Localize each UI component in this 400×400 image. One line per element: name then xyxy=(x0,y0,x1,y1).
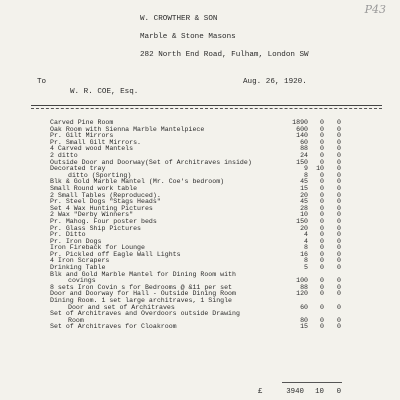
item-shillings: 0 xyxy=(320,290,324,298)
item-description: Blk and Gold Marble Mantel for Dining Room with xyxy=(50,270,236,278)
item-shillings: 0 xyxy=(320,125,324,133)
item-pence: 0 xyxy=(337,151,341,159)
total-rule xyxy=(282,382,342,383)
item-pounds: 88 xyxy=(300,283,308,291)
item-pence: 0 xyxy=(337,250,341,258)
firm-name: W. CROWTHER & SON xyxy=(140,15,218,23)
item-shillings: 10 xyxy=(316,165,324,173)
item-pence: 0 xyxy=(337,191,341,199)
item-shillings: 0 xyxy=(320,303,324,311)
item-description: Door and Doorway for Hall - Outside Dining Room xyxy=(50,290,236,298)
item-pence: 0 xyxy=(337,303,341,311)
item-description: Oak Room with Sienna Marble Mantelpiece xyxy=(50,125,205,133)
item-shillings: 0 xyxy=(320,204,324,212)
item-pounds: 600 xyxy=(296,125,308,133)
line-items xyxy=(0,120,400,331)
item-shillings: 0 xyxy=(320,198,324,206)
item-pence: 0 xyxy=(337,132,341,140)
item-pence: 0 xyxy=(337,165,341,173)
item-description: 4 Iron Scrapers xyxy=(50,257,110,265)
pencil-annotation: P43 xyxy=(364,3,386,16)
item-shillings: 0 xyxy=(320,151,324,159)
item-pence: 0 xyxy=(337,217,341,225)
item-pounds: 8 xyxy=(304,257,308,265)
item-description: Room xyxy=(68,316,84,324)
item-pounds: 15 xyxy=(300,323,308,331)
item-pounds: 20 xyxy=(300,224,308,232)
item-pounds: 120 xyxy=(296,290,308,298)
item-pounds: 8 xyxy=(304,244,308,252)
item-shillings: 0 xyxy=(320,231,324,239)
item-pounds: 80 xyxy=(300,316,308,324)
item-description: Pr. Small Gilt Mirrors. xyxy=(50,138,142,146)
item-pounds: 150 xyxy=(296,158,308,166)
item-pounds: 28 xyxy=(300,204,308,212)
item-pounds: 15 xyxy=(300,184,308,192)
item-description: 4 Carved wood Mantels xyxy=(50,145,134,153)
item-shillings: 0 xyxy=(320,237,324,245)
item-shillings: 0 xyxy=(320,184,324,192)
item-description: Set of Architraves and Overdoors outside Drawing xyxy=(50,310,240,318)
item-shillings: 0 xyxy=(320,264,324,272)
item-description: Iron Fireback for Lounge xyxy=(50,244,145,252)
item-pence: 0 xyxy=(337,257,341,265)
item-pounds: 1890 xyxy=(292,119,308,126)
item-description: Pr. Glass Ship Pictures xyxy=(50,224,142,232)
item-description: Set 4 Wax Hunting Pictures xyxy=(50,204,153,212)
item-description: Pr. Mahog. Four poster beds xyxy=(50,217,157,225)
item-pence: 0 xyxy=(337,145,341,153)
item-pence: 0 xyxy=(337,277,341,285)
item-pounds: 24 xyxy=(300,151,308,159)
total-pence: 0 xyxy=(336,388,341,396)
total-pounds: 3940 xyxy=(286,388,304,396)
item-description: 2 Small Tables (Reproduced). xyxy=(50,191,161,199)
item-pence: 0 xyxy=(337,184,341,192)
item-description: covings xyxy=(68,277,96,285)
item-shillings: 0 xyxy=(320,250,324,258)
item-pounds: 5 xyxy=(304,264,308,272)
item-pounds: 16 xyxy=(300,250,308,258)
item-pounds: 4 xyxy=(304,237,308,245)
item-pence: 0 xyxy=(337,224,341,232)
item-description: Pr. Ditto xyxy=(50,231,86,239)
item-pence: 0 xyxy=(337,244,341,252)
header-rule-dashed xyxy=(31,108,382,109)
item-description: Carved Pine Room xyxy=(50,119,114,126)
item-pounds: 60 xyxy=(300,303,308,311)
total-shillings: 10 xyxy=(315,388,324,396)
item-pence: 0 xyxy=(337,290,341,298)
item-description: Pr. Steel Dogs "Stags Heads" xyxy=(50,198,161,206)
item-pence: 0 xyxy=(337,204,341,212)
item-shillings: 0 xyxy=(320,145,324,153)
item-shillings: 0 xyxy=(320,283,324,291)
firm-address: 282 North End Road, Fulham, London SW xyxy=(140,51,309,59)
item-pence: 0 xyxy=(337,198,341,206)
item-description: Decorated tray xyxy=(50,165,106,173)
item-description: Door and set of Architraves xyxy=(68,303,175,311)
header-rule xyxy=(31,105,382,106)
item-pounds: 8 xyxy=(304,171,308,179)
item-description: Set of Architraves for Cloakroom xyxy=(50,323,177,331)
item-pence: 0 xyxy=(337,283,341,291)
item-description: Dining Room. 1 set large architraves, 1 Single xyxy=(50,297,233,305)
item-shillings: 0 xyxy=(320,191,324,199)
item-pounds: 45 xyxy=(300,178,308,186)
line-item xyxy=(0,324,400,331)
item-shillings: 0 xyxy=(320,224,324,232)
item-pounds: 88 xyxy=(300,145,308,153)
item-pounds: 4 xyxy=(304,231,308,239)
item-pounds: 10 xyxy=(300,211,308,219)
item-shillings: 0 xyxy=(320,119,324,126)
item-description: Pr. Gilt Mirrors xyxy=(50,132,114,140)
item-pounds: 60 xyxy=(300,138,308,146)
item-pence: 0 xyxy=(337,158,341,166)
item-pence: 0 xyxy=(337,316,341,324)
item-pence: 0 xyxy=(337,119,341,126)
item-description: Pr. Iron Dogs xyxy=(50,237,102,245)
item-pence: 0 xyxy=(337,125,341,133)
item-pence: 0 xyxy=(337,231,341,239)
item-shillings: 0 xyxy=(320,211,324,219)
item-shillings: 0 xyxy=(320,257,324,265)
item-description: Drinking Table xyxy=(50,264,106,272)
item-pence: 0 xyxy=(337,264,341,272)
item-pounds: 9 xyxy=(304,165,308,173)
invoice-date: Aug. 26, 1920. xyxy=(243,78,307,86)
item-pounds: 45 xyxy=(300,198,308,206)
item-shillings: 0 xyxy=(320,171,324,179)
firm-trade: Marble & Stone Masons xyxy=(140,33,236,41)
item-pence: 0 xyxy=(337,237,341,245)
item-description: ditto (Sporting) xyxy=(68,171,132,179)
item-pence: 0 xyxy=(337,178,341,186)
item-shillings: 0 xyxy=(320,158,324,166)
item-shillings: 0 xyxy=(320,316,324,324)
item-pounds: 150 xyxy=(296,217,308,225)
item-description: 8 sets Iron Covin s for Bedrooms @ &11 per set xyxy=(50,283,233,291)
item-shillings: 0 xyxy=(320,178,324,186)
item-description: Small Round work table xyxy=(50,184,138,192)
item-description: Pr. Pickled off Eagle Wall Lights xyxy=(50,250,181,258)
item-shillings: 0 xyxy=(320,244,324,252)
item-description: Blk & Gold Marble Mantel (Mr. Coe's bedroom) xyxy=(50,178,225,186)
item-pence: 0 xyxy=(337,171,341,179)
item-shillings: 0 xyxy=(320,217,324,225)
item-shillings: 0 xyxy=(320,132,324,140)
item-pence: 0 xyxy=(337,211,341,219)
item-shillings: 0 xyxy=(320,138,324,146)
to-label: To xyxy=(37,78,47,86)
item-description: Outside Door and Doorway(Set of Architraves inside) xyxy=(50,158,252,166)
item-pounds: 140 xyxy=(296,132,308,140)
total-currency: £ xyxy=(258,388,263,396)
item-shillings: 0 xyxy=(320,323,324,331)
item-description: 2 Wax "Derby Winners" xyxy=(50,211,134,219)
recipient: W. R. COE, Esq. xyxy=(70,88,139,96)
item-pence: 0 xyxy=(337,138,341,146)
item-pence: 0 xyxy=(337,323,341,331)
item-shillings: 0 xyxy=(320,277,324,285)
item-pounds: 100 xyxy=(296,277,308,285)
item-pounds: 20 xyxy=(300,191,308,199)
item-description: 2 ditto xyxy=(50,151,78,159)
